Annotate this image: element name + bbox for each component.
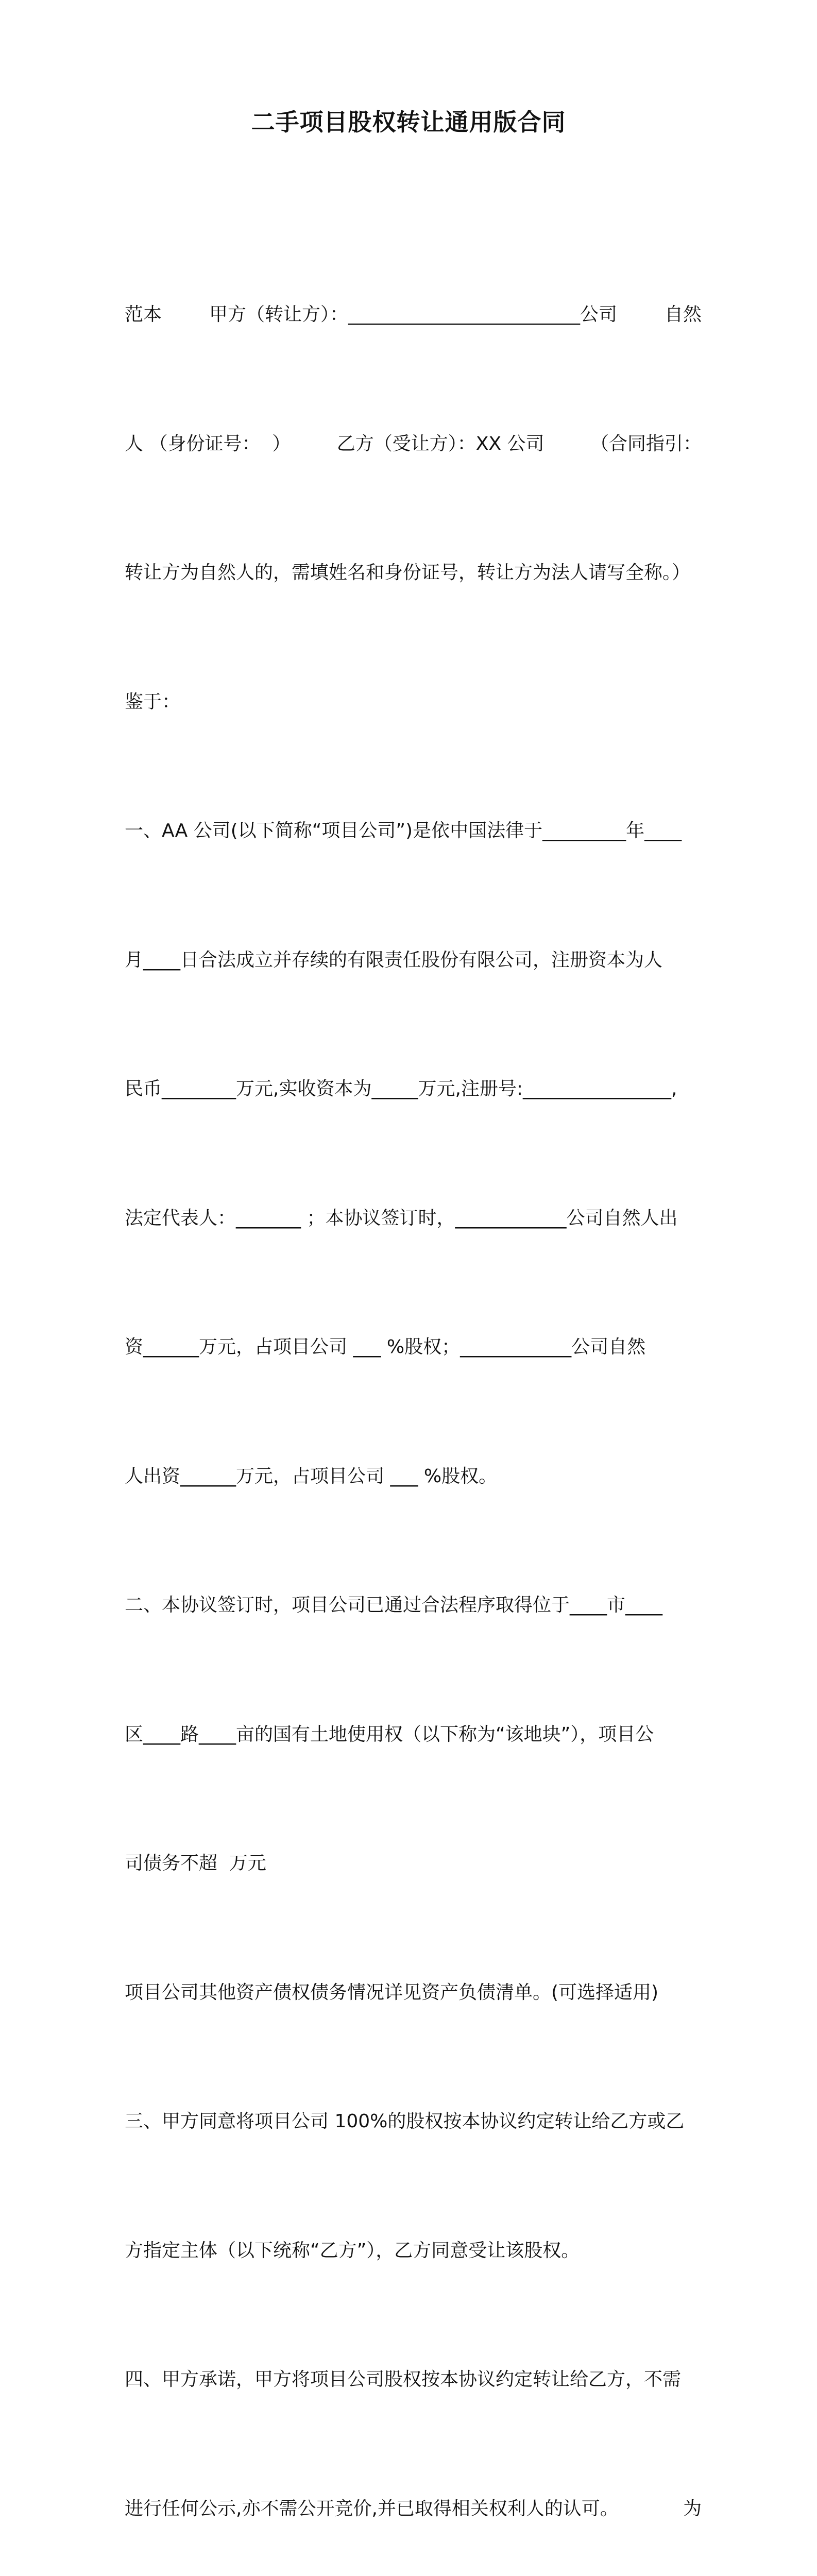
- body-line: [125, 293, 702, 336]
- body-line: 资______万元，占项目公司 ___ %股权；____________公司自然: [125, 1336, 646, 1358]
- text-segment: 进行任何公示,亦不需公开竞价,并已取得相关权利人的认可。: [125, 2498, 619, 2519]
- text-segment: （合同指引：: [590, 433, 702, 454]
- text-segment: 乙方（受让方）：XX 公司: [336, 433, 544, 454]
- body-line: [125, 2487, 702, 2531]
- body-line: 一、AA 公司(以下简称“项目公司”)是依中国法律于_________年____: [125, 820, 682, 841]
- body-line: 二、本协议签订时，项目公司已通过合法程序取得位于____市____: [125, 1595, 663, 1616]
- body-line: 三、甲方同意将项目公司 100%的股权按本协议约定转让给乙方或乙: [125, 2111, 685, 2132]
- document-body: [125, 207, 702, 2576]
- text-segment: 为: [683, 2498, 702, 2519]
- body-line: 月____日合法成立并存续的有限责任股份有限公司，注册资本为人: [125, 949, 663, 971]
- body-line: 法定代表人：_______ ；本协议签订时，____________公司自然人出: [125, 1207, 678, 1229]
- text-segment: 甲方（转让方）：_________________________公司: [209, 304, 617, 325]
- body-line: [125, 422, 702, 466]
- body-line: 四、甲方承诺，甲方将项目公司股权按本协议约定转让给乙方，不需: [125, 2369, 682, 2390]
- document-title: 二手项目股权转让通用版合同: [251, 108, 566, 136]
- body-line: 方指定主体（以下统称“乙方”），乙方同意受让该股权。: [125, 2240, 580, 2261]
- body-line: 转让方为自然人的，需填姓名和身份证号，转让方为法人请写全称。）: [125, 562, 691, 583]
- body-line: 人出资______万元，占项目公司 ___ %股权。: [125, 1465, 498, 1487]
- text-segment: 人 （身份证号： ）: [125, 433, 291, 454]
- text-segment: 自然: [664, 304, 702, 325]
- body-line: 民币________万元,实收资本为_____万元,注册号:________________,: [125, 1078, 677, 1099]
- text-segment: 范本: [125, 304, 162, 325]
- body-line: 鉴于：: [125, 691, 181, 713]
- body-line: 区____路____亩的国有土地使用权（以下称为“该地块”），项目公: [125, 1723, 654, 1745]
- body-line: 项目公司其他资产债权债务情况详见资产负债清单。(可选择适用): [125, 1981, 659, 2003]
- body-line: 司债务不超 万元: [125, 1853, 266, 1874]
